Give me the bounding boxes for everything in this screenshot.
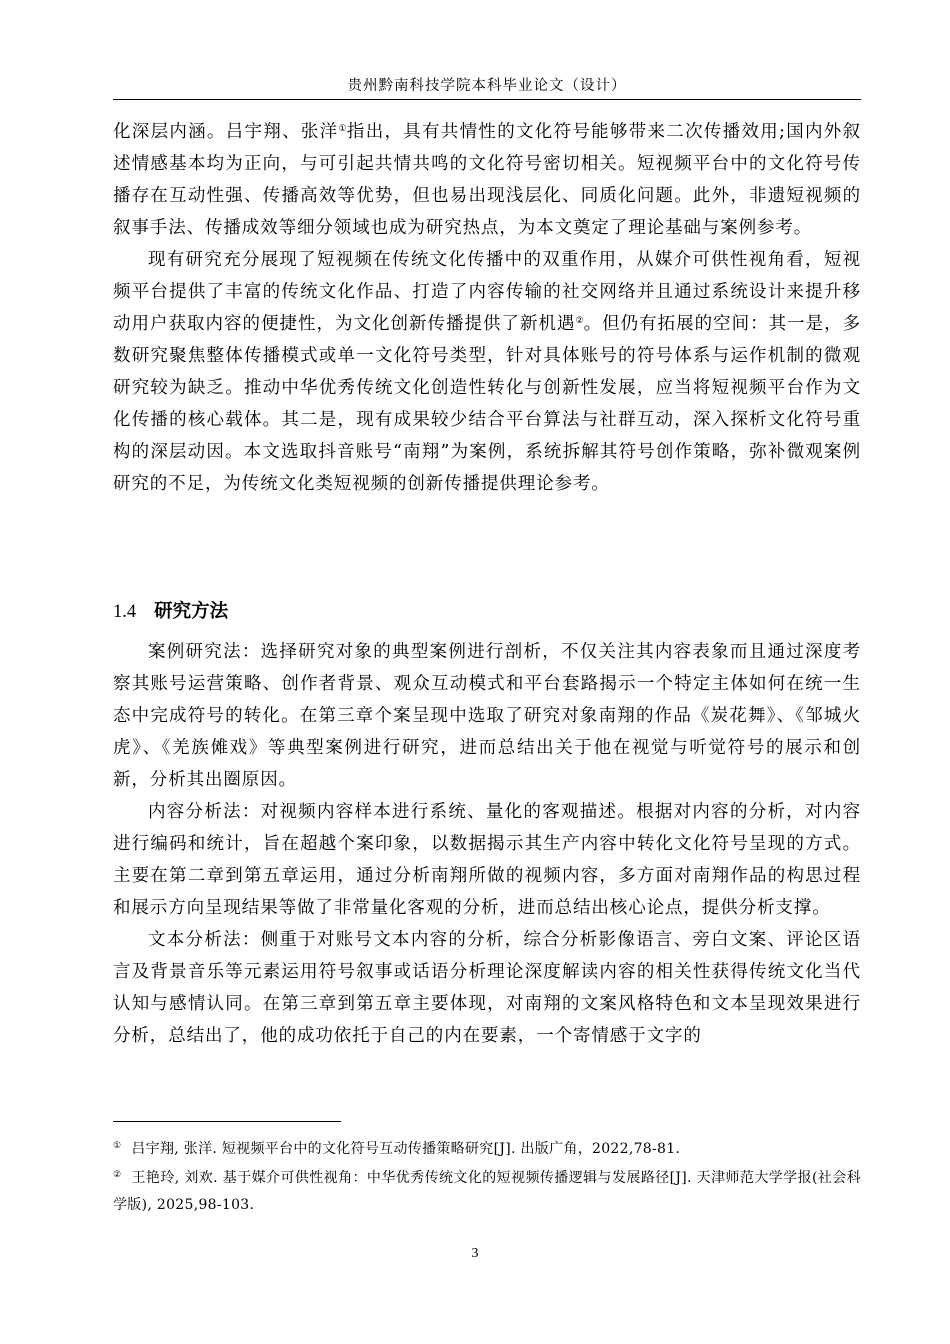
paragraph-text: 文本分析法：侧重于对账号文本内容的分析，综合分析影像语言、旁白文案、评论区语言及背景音乐等元素运用符号叙事或话语分析理论深度解读内容的相关性获得传统文化当代认知与感情认同。在第三章到第五章主要体现，对南翔的文案风格特色和文本呈现效果进行分析，总结出了，他的成功依托于自己的内在要素，一个寄情感于文字的	[113, 930, 861, 1046]
footnote-separator	[113, 1121, 341, 1122]
running-header: 贵州黔南科技学院本科毕业论文（设计）	[347, 78, 627, 94]
literature-review-block	[113, 116, 861, 500]
footnote-mark: ②	[113, 1170, 122, 1180]
footnote-mark: ①	[113, 1141, 122, 1151]
footnote-text: 王艳玲, 刘欢. 基于媒介可供性视角：中华优秀传统文化的短视频传播逻辑与发展路径[J]. 天津师范大学学报(社会科学版), 2025,98-103.	[113, 1170, 861, 1213]
header-rule	[113, 99, 861, 100]
section-heading	[113, 598, 228, 626]
footnote-2	[113, 1165, 861, 1219]
paragraph	[113, 636, 861, 796]
footnote-reference[interactable]: ②	[575, 316, 584, 326]
footnote-text: 吕宇翔, 张洋. 短视频平台中的文化符号互动传播策略研究[J]. 出版广角，2022,78-81.	[131, 1141, 681, 1157]
paragraph-text: 。但仍有拓展的空间：其一是，多数研究聚焦整体传播模式或单一文化符号类型，针对具体账号的符号体系与运作机制的微观研究较为缺乏。推动中华优秀传统文化创造性转化与创新性发展，应当将短视频平台作为文化传播的核心载体。其二是，现有成果较少结合平台算法与社群互动，深入探析文化符号重构的深层动因。本文选取抖音账号“南翔”为案例，系统拆解其符号创作策略，弥补微观案例研究的不足，为传统文化类短视频的创新传播提供理论参考。	[113, 314, 861, 494]
footnote-1	[113, 1136, 861, 1163]
page-number: 3	[471, 1246, 479, 1261]
paragraph	[113, 116, 861, 244]
section-title: 研究方法	[154, 601, 229, 622]
paragraph-text: 现有研究充分展现了短视频在传统文化传播中的双重作用，从媒介可供性视角看，短视频平台提供了丰富的传统文化作品、打造了内容传输的社交网络并且通过系统设计来提升移动用户获取内容的便捷性，为文化创新传播提供了新机遇	[113, 250, 861, 334]
paragraph	[113, 796, 861, 924]
paragraph-text: 内容分析法：对视频内容样本进行系统、量化的客观描述。根据对内容的分析，对内容进行编码和统计，旨在超越个案印象，以数据揭示其生产内容中转化文化符号呈现的方式。主要在第二章到第五章运用，通过分析南翔所做的视频内容，多方面对南翔作品的构思过程和展示方向呈现结果等做了非常量化客观的分析，进而总结出核心论点，提供分析支撑。	[113, 802, 861, 918]
section-number: 1.4	[113, 602, 137, 622]
paragraph-text: 化深层内涵。吕宇翔、张洋	[113, 122, 339, 142]
paragraph	[113, 244, 861, 500]
footnote-reference[interactable]: ①	[338, 124, 347, 134]
paragraph	[113, 924, 861, 1052]
paragraph-text: 案例研究法：选择研究对象的典型案例进行剖析，不仅关注其内容表象而且通过深度考察其账号运营策略、创作者背景、观众互动模式和平台套路揭示一个特定主体如何在统一生态中完成符号的转化。在第三章个案呈现中选取了研究对象南翔的作品《炭花舞》、《邹城火虎》、《羌族傩戏》等典型案例进行研究，进而总结出关于他在视觉与听觉符号的展示和创新，分析其出圈原因。	[113, 642, 861, 790]
research-methods-block	[113, 636, 861, 1052]
footnotes	[113, 1136, 861, 1221]
paragraph-text: 指出，具有共情性的文化符号能够带来二次传播效用;国内外叙述情感基本均为正向，与可引起共情共鸣的文化符号密切相关。短视频平台中的文化符号传播存在互动性强、传播高效等优势，但也易出现浅层化、同质化问题。此外，非遗短视频的叙事手法、传播成效等细分领域也成为研究热点，为本文奠定了理论基础与案例参考。	[113, 122, 861, 238]
